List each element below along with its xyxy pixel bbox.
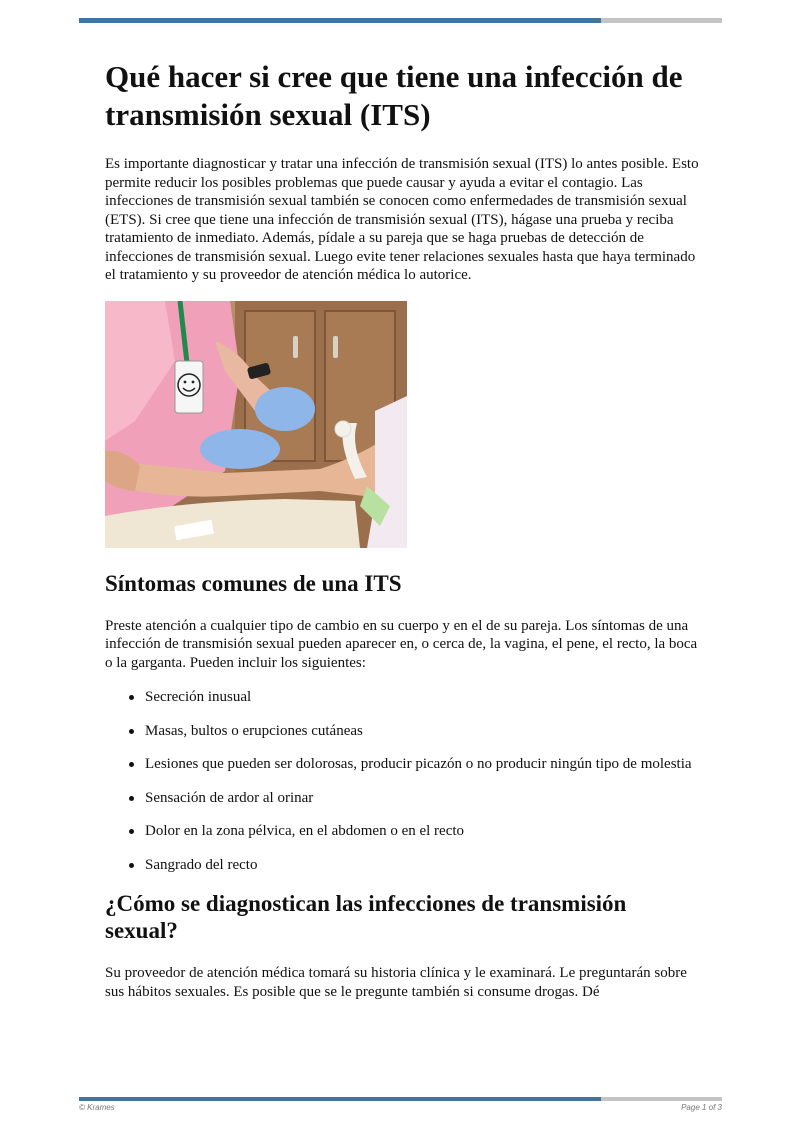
footer-copyright: © Krames	[79, 1103, 115, 1112]
symptoms-heading: Síntomas comunes de una ITS	[105, 570, 402, 596]
list-item: Lesiones que pueden ser dolorosas, producir picazón o no producir ningún tipo de molestia	[105, 755, 700, 774]
symptoms-list	[105, 688, 700, 874]
list-item: Secreción inusual	[105, 688, 700, 707]
diagnosis-paragraph: Su proveedor de atención médica tomará su historia clínica y le examinará. Le preguntarán sobre sus hábitos sexuales. Es posible que se le pregunte también si consume drogas. Dé	[105, 965, 687, 1000]
list-item: Dolor en la zona pélvica, en el abdomen o en el recto	[105, 822, 700, 841]
top-rule	[79, 18, 722, 23]
blood-draw-photo	[105, 301, 407, 548]
article	[105, 58, 700, 1001]
bottom-rule-rest	[601, 1097, 722, 1101]
top-rule-rest	[601, 18, 722, 23]
symptoms-paragraph: Preste atención a cualquier tipo de cambio en su cuerpo y en el de su pareja. Los síntomas de una infección de transmisión sexual pueden aparecer en, o cerca de, la vagina, el pene, el recto, la boca o la garganta. Pueden incluir los siguientes:	[105, 617, 698, 671]
page-title: Qué hacer si cree que tiene una infección de transmisión sexual (ITS)	[105, 59, 683, 132]
bottom-rule	[79, 1097, 722, 1101]
list-item: Sangrado del recto	[105, 856, 700, 875]
list-item: Masas, bultos o erupciones cutáneas	[105, 722, 700, 741]
diagnosis-heading: ¿Cómo se diagnostican las infecciones de transmisión sexual?	[105, 891, 627, 943]
intro-paragraph: Es importante diagnosticar y tratar una infección de transmisión sexual (ITS) lo antes posible. Esto permite reducir los posibles problemas que puede causar y ayuda a evitar el contagio. Las infecciones de transmisión sexual también se conocen como enfermedades de transmisión sexual (ETS). Si cree que tiene una infección de transmisión sexual (ITS), hágase una prueba y reciba tratamiento de inmediato. Además, pídale a su pareja que se haga pruebas de detección de infecciones de transmisión sexual. Luego evite tener relaciones sexuales hasta que haya terminado el tratamiento y su proveedor de atención médica lo autorice.	[105, 156, 699, 283]
top-rule-accent	[79, 18, 601, 23]
bottom-rule-accent	[79, 1097, 601, 1101]
blood-draw-illustration	[105, 301, 407, 548]
footer-page-number: Page 1 of 3	[681, 1103, 722, 1112]
list-item: Sensación de ardor al orinar	[105, 789, 700, 808]
